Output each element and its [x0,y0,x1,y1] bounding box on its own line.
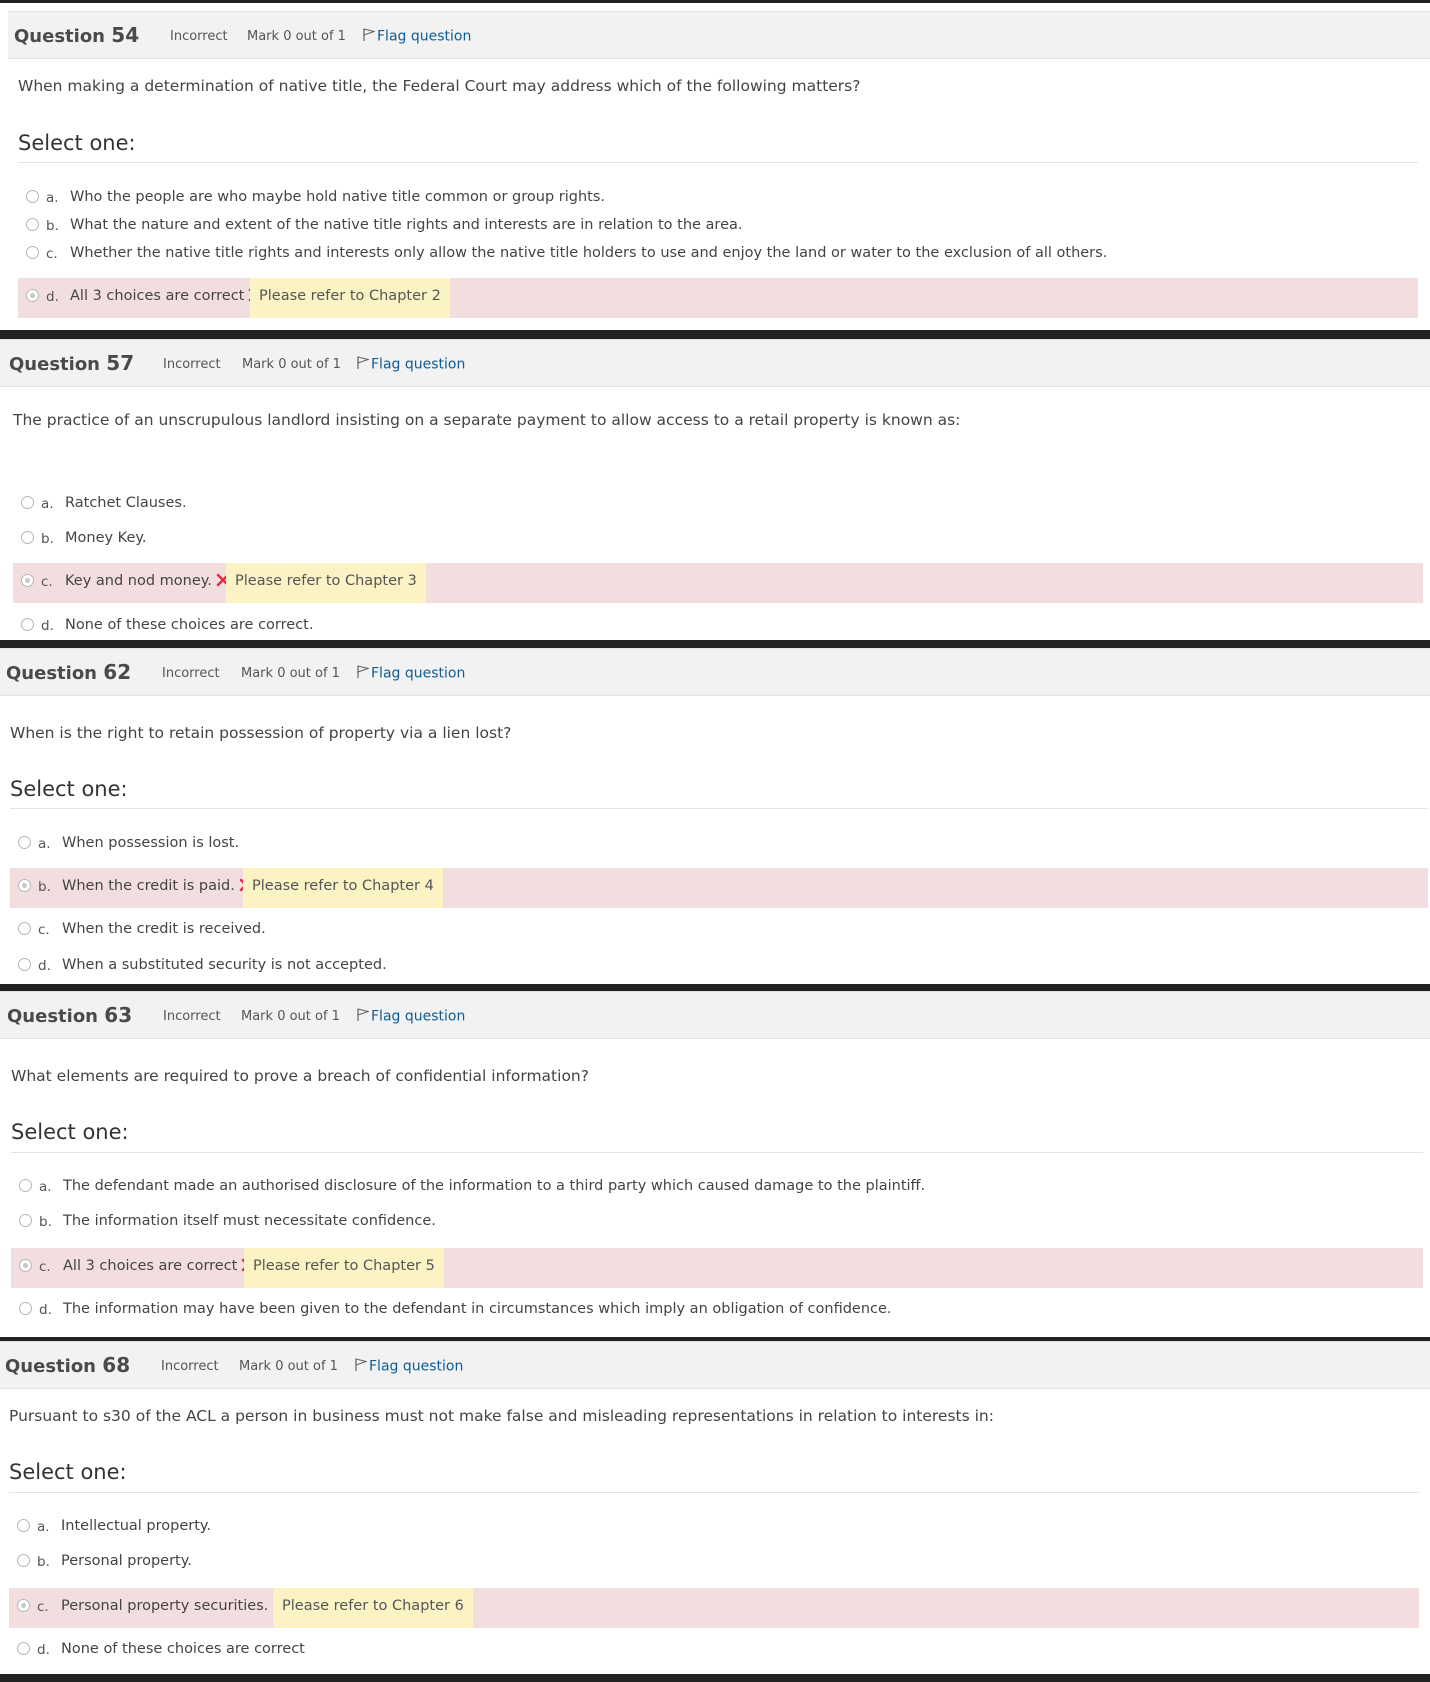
question-number: 62 [103,660,132,684]
answer-letter: c. [46,246,58,262]
answer-option-d[interactable] [11,1291,1423,1331]
prompt-divider [10,808,1428,809]
answer-radio[interactable] [26,190,39,203]
question-label: Question [7,1006,98,1027]
answer-radio-checked[interactable] [21,574,34,587]
answer-option-b[interactable] [9,1543,1419,1583]
answer-text-wrap [62,878,253,896]
answer-text: All 3 choices are correct [63,1258,238,1274]
answer-radio[interactable] [21,618,34,631]
question-number: 68 [102,1353,131,1377]
question-label: Question [9,354,100,375]
flag-question-link[interactable] [356,355,465,374]
answer-letter: c. [41,574,53,590]
specific-feedback: Please refer to Chapter 3 [226,563,426,603]
specific-feedback: Please refer to Chapter 4 [243,868,443,908]
answer-letter: c. [39,1259,51,1275]
flag-question-label: Flag question [369,1358,464,1375]
question-54 [0,3,1430,330]
answer-radio[interactable] [18,922,31,935]
question-grade: Mark 0 out of 1 [241,1009,340,1024]
flag-icon [356,1007,369,1026]
answer-text-wrap [65,573,230,591]
answer-radio[interactable] [19,1179,32,1192]
flag-icon [354,1357,367,1376]
answer-radio[interactable] [26,246,39,259]
answer-option-c-selected[interactable] [9,1588,1419,1628]
question-text: Pursuant to s30 of the ACL a person in business must not make false and misleading representations in relation to interests in: [9,1407,994,1425]
question-title [14,23,139,47]
prompt-divider [18,162,1418,163]
question-grade: Mark 0 out of 1 [239,1359,338,1374]
select-one-prompt: Select one: [18,131,136,155]
prompt-divider [9,1492,1419,1493]
answer-radio-checked[interactable] [18,879,31,892]
question-header [0,339,1430,387]
question-header [0,1341,1430,1389]
question-text: When is the right to retain possession of property via a lien lost? [10,724,512,742]
flag-question-label: Flag question [371,1008,466,1025]
question-text: When making a determination of native title, the Federal Court may address which of the following matters? [18,77,861,95]
flag-icon [362,27,375,46]
flag-question-link[interactable] [354,1357,463,1376]
answer-text: What the nature and extent of the native title rights and interests are in relation to the area. [70,217,743,233]
answer-letter: a. [41,496,54,512]
answer-option-b[interactable] [11,1203,1423,1243]
answer-option-c-selected[interactable] [13,563,1423,603]
answer-radio[interactable] [17,1642,30,1655]
answer-radio[interactable] [26,218,39,231]
answer-text: When the credit is received. [62,921,266,937]
answer-option-b[interactable] [13,520,1423,560]
question-title [7,1003,132,1027]
question-header [8,11,1430,59]
crop-separator [0,1674,1430,1682]
question-68 [0,1341,1430,1674]
answer-text: Key and nod money. [65,573,212,589]
specific-feedback: Please refer to Chapter 5 [244,1248,444,1288]
question-grade: Mark 0 out of 1 [247,29,346,44]
question-header [0,648,1430,696]
answer-text: Personal property securities. [61,1598,269,1614]
answer-text: None of these choices are correct. [65,617,314,633]
answer-text-wrap [61,1598,286,1616]
question-62 [0,648,1430,984]
question-number: 57 [106,351,135,375]
answer-letter: a. [39,1179,52,1195]
question-state: Incorrect [170,29,228,44]
answer-radio-checked[interactable] [26,289,39,302]
flag-question-label: Flag question [371,665,466,682]
answer-letter: c. [38,922,50,938]
flag-question-link[interactable] [356,664,465,683]
answer-radio[interactable] [19,1214,32,1227]
flag-question-link[interactable] [362,27,471,46]
answer-letter: a. [37,1519,50,1535]
answer-option-a[interactable] [13,485,1423,525]
question-title [5,1353,130,1377]
crop-separator [0,330,1430,339]
question-number: 63 [104,1003,133,1027]
answer-text: When the credit is paid. [62,878,235,894]
flag-icon [356,664,369,683]
answer-text: When possession is lost. [62,835,240,851]
crop-separator [0,640,1430,648]
question-title [9,351,134,375]
answer-text: Intellectual property. [61,1518,212,1534]
specific-feedback: Please refer to Chapter 2 [250,278,450,318]
answer-option-c[interactable] [10,911,1428,951]
answer-letter: d. [39,1302,52,1318]
answer-letter: b. [38,879,51,895]
answer-text: All 3 choices are correct [70,288,245,304]
answer-option-d-selected[interactable] [18,278,1418,318]
question-state: Incorrect [162,666,220,681]
answer-text: Personal property. [61,1553,192,1569]
select-one-prompt: Select one: [9,1460,127,1484]
answer-letter: d. [46,289,59,305]
answer-text: The information may have been given to the defendant in circumstances which imply an obligation of confidence. [63,1301,892,1317]
flag-icon [356,355,369,374]
answer-text: None of these choices are correct [61,1641,305,1657]
question-number: 54 [111,23,140,47]
answer-radio[interactable] [21,531,34,544]
answer-text: The information itself must necessitate confidence. [63,1213,436,1229]
answer-text-wrap [70,288,262,306]
question-label: Question [6,663,97,684]
question-63 [0,991,1430,1337]
answer-option-a[interactable] [10,825,1428,865]
answer-option-a[interactable] [9,1508,1419,1548]
question-title [6,660,131,684]
question-state: Incorrect [163,1009,221,1024]
prompt-divider [11,1152,1423,1153]
answer-radio[interactable] [18,836,31,849]
answer-text: Whether the native title rights and interests only allow the native title holders to use and enjoy the land or water to the exclusion of all others. [70,245,1108,261]
answer-option-b-selected[interactable] [10,868,1428,908]
question-state: Incorrect [161,1359,219,1374]
answer-radio[interactable] [21,496,34,509]
select-one-prompt: Select one: [11,1120,129,1144]
crop-separator [0,984,1430,991]
answer-letter: d. [37,1642,50,1658]
question-header [0,991,1430,1039]
answer-letter: c. [37,1599,49,1615]
question-57 [0,339,1430,640]
question-grade: Mark 0 out of 1 [241,666,340,681]
answer-option-d[interactable] [9,1631,1419,1671]
answer-letter: b. [41,531,54,547]
answer-radio[interactable] [17,1519,30,1532]
answer-letter: b. [46,218,59,234]
question-label: Question [14,26,105,47]
answer-letter: b. [37,1554,50,1570]
answer-option-d[interactable] [13,607,1423,640]
answer-text: Ratchet Clauses. [65,495,187,511]
select-one-prompt: Select one: [10,777,128,801]
answer-text-wrap [63,1258,255,1276]
answer-radio-checked[interactable] [19,1259,32,1272]
question-label: Question [5,1356,96,1377]
question-text: The practice of an unscrupulous landlord insisting on a separate payment to allow access to a retail property is known as: [13,411,961,429]
answer-letter: a. [38,836,51,852]
answer-text: The defendant made an authorised disclosure of the information to a third party which caused damage to the plaintiff. [63,1178,926,1194]
answer-option-c[interactable] [18,235,1418,275]
answer-letter: b. [39,1214,52,1230]
flag-question-label: Flag question [371,356,466,373]
answer-text: Money Key. [65,530,147,546]
answer-option-c-selected[interactable] [11,1248,1423,1288]
answer-text: Who the people are who maybe hold native title common or group rights. [70,189,606,205]
flag-question-label: Flag question [377,28,472,45]
answer-letter: d. [38,958,51,974]
answer-radio-checked[interactable] [17,1599,30,1612]
answer-option-d[interactable] [10,947,1428,984]
question-text: What elements are required to prove a breach of confidential information? [11,1067,589,1085]
question-grade: Mark 0 out of 1 [242,357,341,372]
answer-option-a[interactable] [11,1168,1423,1208]
question-state: Incorrect [163,357,221,372]
specific-feedback: Please refer to Chapter 6 [273,1588,473,1628]
answer-radio[interactable] [19,1302,32,1315]
answer-radio[interactable] [18,958,31,971]
answer-letter: a. [46,190,59,206]
answer-text: When a substituted security is not accepted. [62,957,387,973]
answer-letter: d. [41,618,54,634]
flag-question-link[interactable] [356,1007,465,1026]
answer-radio[interactable] [17,1554,30,1567]
